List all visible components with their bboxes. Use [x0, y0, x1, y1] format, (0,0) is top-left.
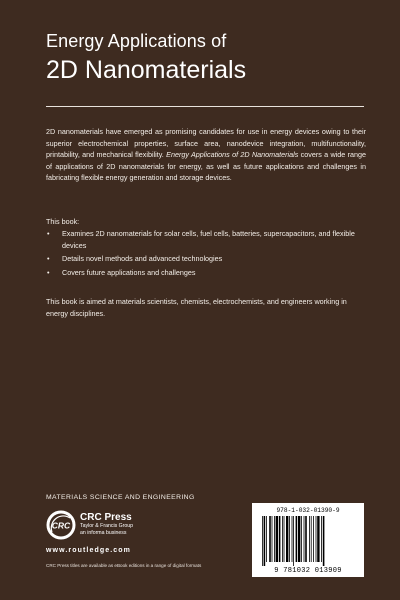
description-text-end: covers a wide range of applications of 2D nanomaterials for energy, as well as future applications and challenges in fabricating flexible energy generation and storage devices. — [46, 150, 367, 182]
publisher-business: an informa business — [80, 529, 127, 536]
bullet-icon: • — [47, 267, 50, 277]
barcode-bar — [292, 516, 293, 562]
barcode-bar — [266, 516, 267, 562]
barcode-bar — [272, 516, 273, 562]
feature-item-text: Details novel methods and advanced technologies — [62, 254, 223, 263]
bullet-icon: • — [47, 229, 50, 238]
bullets-intro: This book: — [46, 217, 80, 226]
barcode-bar — [264, 516, 266, 566]
publisher-name: CRC Press — [80, 512, 132, 523]
feature-item-text: Covers future applications and challenges — [62, 267, 196, 277]
barcode-bar — [304, 516, 305, 562]
feature-item — [46, 253, 366, 265]
ebook-footnote: CRC Press titles are available as eBook editions in a range of digital formats — [46, 563, 202, 568]
barcode-bar — [289, 516, 290, 562]
barcode-bar — [321, 516, 322, 562]
barcode-bar — [276, 516, 278, 562]
title-divider — [46, 106, 364, 107]
publisher-website: www.routledge.com — [46, 547, 131, 554]
barcode-bar — [305, 516, 307, 562]
feature-item-text: Examines 2D nanomaterials for solar cells, fuel cells, batteries, supercapacitors, and flexible devices — [62, 229, 355, 250]
audience-paragraph: This book is aimed at materials scientists, chemists, electrochemists, and engineers working in energy disciplines. — [46, 297, 347, 318]
feature-item — [46, 228, 366, 251]
barcode-bar — [269, 516, 271, 562]
barcode-bar — [313, 516, 314, 562]
barcode-bars — [260, 516, 356, 566]
crc-press-logo-icon — [46, 510, 76, 540]
barcode-bar — [279, 516, 281, 562]
barcode-bar — [309, 516, 310, 562]
barcode-bar — [262, 516, 263, 566]
barcode-bar — [298, 516, 300, 562]
description-text-start: 2D nanomaterials have emerged as promising candidates for use in energy devices owing to their superior electrochemical properties, surface area, nanodevice integration, multifunctionality, printability, and mechanical flexibility. — [46, 127, 366, 159]
book-title-line1: Energy Applications of — [46, 31, 227, 51]
barcode-bar — [316, 516, 317, 562]
isbn-label: 978-1-032-01390-9 — [276, 507, 340, 514]
barcode-bar — [323, 516, 325, 566]
isbn-digits: 9 781032 013909 — [274, 567, 342, 575]
description-book-title: Energy Applications of 2D Nanomaterials — [166, 150, 299, 159]
crc-logo-lettering: CRC — [51, 520, 71, 531]
barcode-bar — [284, 516, 285, 562]
feature-item — [46, 267, 366, 279]
feature-list — [46, 228, 366, 280]
barcode-bar — [282, 516, 283, 562]
publisher-group: Taylor & Francis Group — [80, 523, 134, 529]
isbn-barcode — [252, 503, 364, 577]
barcode-bar — [317, 516, 319, 562]
barcode-bar — [296, 516, 298, 562]
publisher-block — [80, 512, 190, 536]
series-name: MATERIALS SCIENCE AND ENGINEERING — [46, 494, 195, 501]
barcode-bar — [286, 516, 288, 562]
barcode-bar — [274, 516, 275, 562]
barcode-bar — [311, 516, 312, 562]
description-paragraph — [46, 126, 366, 184]
barcode-bar — [293, 516, 294, 566]
barcode-bar — [301, 516, 302, 562]
bullet-icon: • — [47, 254, 50, 263]
book-title-line2: 2D Nanomaterials — [46, 56, 247, 84]
